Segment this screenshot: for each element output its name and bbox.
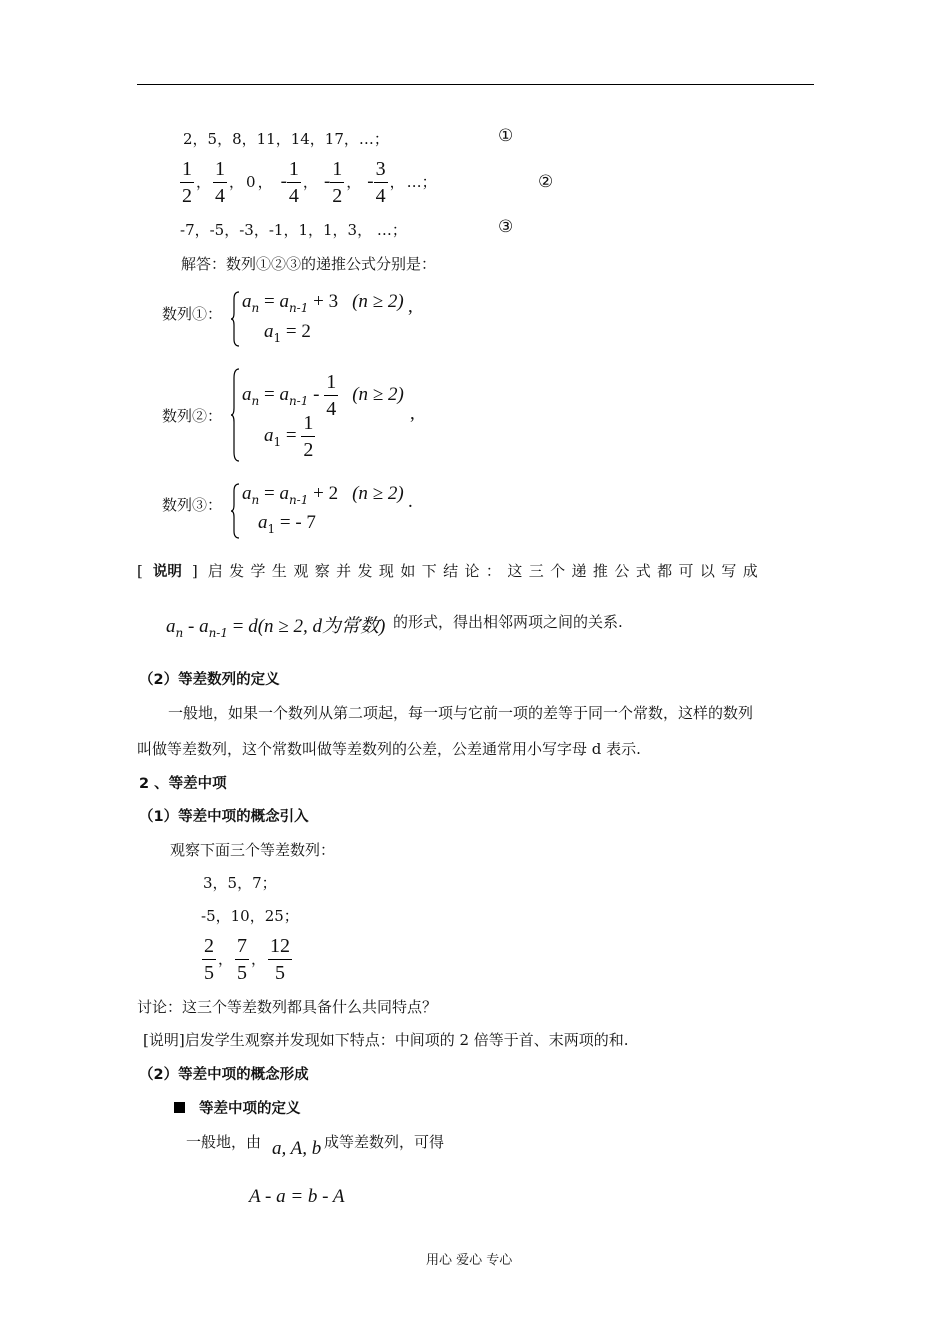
observe-text: 观察下面三个等差数列： <box>170 841 336 859</box>
formula-1-punct: , <box>408 296 413 317</box>
sequence-1-mark: ① <box>498 126 514 146</box>
left-brace-icon <box>231 368 240 462</box>
subsection-heading-1: （1）等差中项的概念引入 <box>139 809 309 825</box>
general-statement-tail: 成等差数列，可得 <box>324 1133 445 1151</box>
definition-line-2: 叫做等差数列，这个常数叫做等差数列的公差，公差通常用小写字母 d 表示. <box>137 740 641 758</box>
formula-2-punct: , <box>410 403 415 424</box>
note-1-formula: $a_n - a_{n-1} = d(n \ge 2$, d为常数) <box>166 616 386 640</box>
fraction: $\frac{1}{4}$ <box>215 158 226 207</box>
formula-2-line-1: $a_n = a_{n-1}$ - $\frac{1}{4}$ (n ≥ 2) <box>242 371 404 420</box>
subsection-heading-2: （2）等差中项的概念形成 <box>139 1067 309 1083</box>
answer-intro: 解答：数列①②③的递推公式分别是： <box>181 255 437 273</box>
fraction: $\frac{1}{4}$ <box>288 158 299 207</box>
formula-1-label: 数列①： <box>162 305 223 323</box>
formula-3-line-1: $a_n = a_{n-1} + 2$ (n ≥ 2) <box>242 483 404 507</box>
sequence-3: -7，-5，-3，-1，1，1，3， …； <box>180 221 407 239</box>
left-brace-icon <box>231 291 240 347</box>
footer: 用心 爱心 专心 <box>426 1253 513 1268</box>
note-1-tail: 的形式，得出相邻两项之间的关系. <box>393 613 623 631</box>
section-heading: （2）等差数列的定义 <box>139 672 280 688</box>
formula-2-label: 数列②： <box>162 407 223 425</box>
note-1: [ 说明 ] 启发学生观察并发现如下结论：这三个递推公式都可以写成 <box>137 562 765 580</box>
final-formula: A - a = b - A <box>249 1186 345 1207</box>
formula-3-punct: . <box>408 491 413 512</box>
fraction: $\frac{1}{4}$ <box>326 371 337 420</box>
square-bullet-icon <box>174 1102 185 1113</box>
sequence-2: $\frac{1}{2}$ ， $\frac{1}{4}$ ， 0 ， - $\frac{1}{4}$ ， - $\frac{1}{2}$ ， - $\frac{3}{4}$ ， …； <box>182 158 437 207</box>
formula-1-line-2: $a_1 = 2$ <box>264 321 311 345</box>
note-2: [说明]启发学生观察并发现如下特点：中间项的 2 倍等于首、末两项的和. <box>143 1031 629 1049</box>
definition-line-1: 一般地，如果一个数列从第二项起，每一项与它前一项的差等于同一个常数，这样的数列 <box>168 704 754 722</box>
sequence-3-mark: ③ <box>498 217 514 237</box>
sequence-2-mark: ② <box>538 172 554 192</box>
fraction: $\frac{1}{2}$ <box>332 158 343 207</box>
general-math: a, A, b <box>272 1138 322 1159</box>
header-rule <box>137 84 814 85</box>
fraction: $\frac{1}{2}$ <box>303 412 314 461</box>
fraction: $\frac{12}{5}$ <box>270 935 291 984</box>
formula-2-line-2: $a_1$ = $\frac{1}{2}$ <box>264 412 314 461</box>
sequence-1: 2，5，8，11，14，17，…； <box>183 130 389 148</box>
formula-1-line-1: $a_n = a_{n-1} + 3$ (n ≥ 2) <box>242 291 404 315</box>
formula-3-label: 数列③： <box>162 496 223 514</box>
fraction: $\frac{3}{4}$ <box>375 158 386 207</box>
general-statement: 一般地，由 <box>186 1133 262 1151</box>
example-b: -5，10，25； <box>201 907 299 925</box>
fraction: $\frac{1}{2}$ <box>182 158 192 207</box>
fraction: $\frac{2}{5}$ <box>204 935 214 984</box>
left-brace-icon <box>231 483 240 539</box>
discussion: 讨论：这三个等差数列都具备什么共同特点？ <box>137 998 438 1016</box>
formula-3-line-2: $a_1$ = - 7 <box>258 512 316 536</box>
definition-heading: 等差中项的定义 <box>174 1097 301 1118</box>
heading-2: 2 、等差中项 <box>139 776 227 792</box>
example-c: $\frac{2}{5}$ ， $\frac{7}{5}$ ， $\frac{12}{5}$ <box>204 935 291 984</box>
example-a: 3，5，7； <box>203 874 277 892</box>
fraction: $\frac{7}{5}$ <box>237 935 248 984</box>
